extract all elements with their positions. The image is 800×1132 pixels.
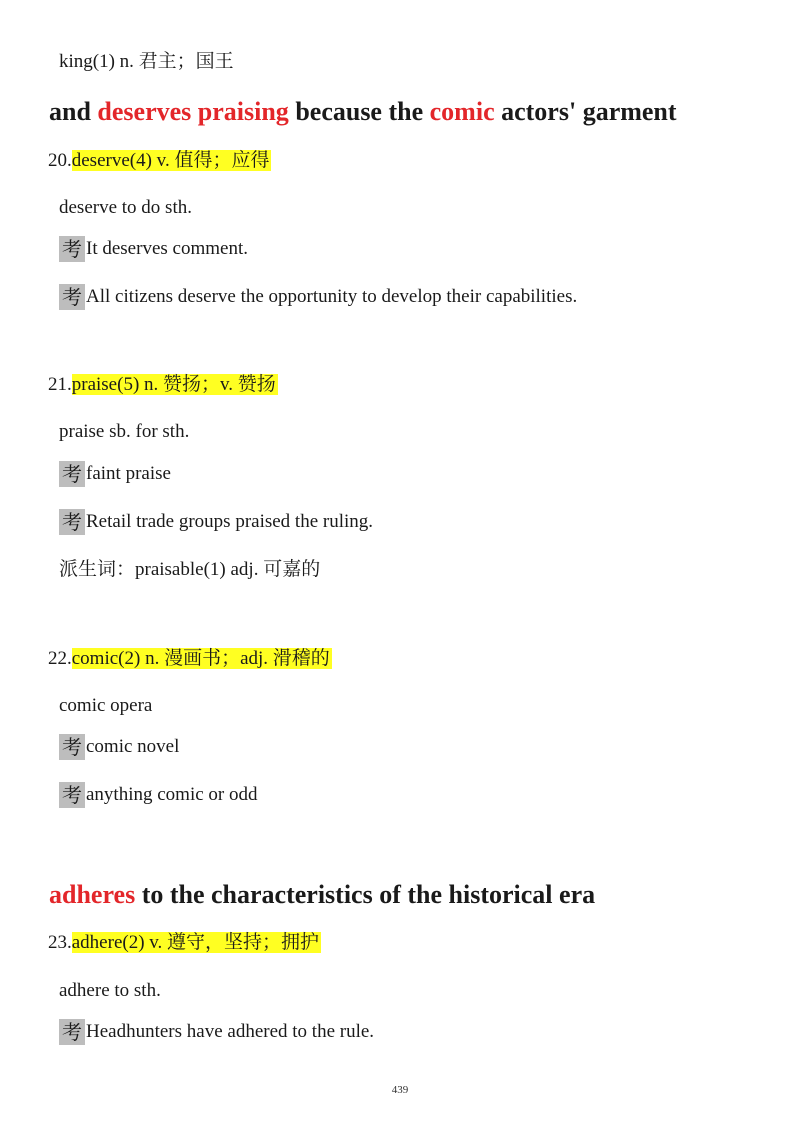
example-text: Retail trade groups praised the ruling.: [86, 511, 374, 532]
entry-number: 20.: [48, 150, 72, 171]
entry-number: 23.: [48, 932, 72, 953]
entry-23-headword: [48, 930, 321, 956]
entry-23-phrase: adhere to sth.: [59, 980, 161, 1001]
entry-21-example: [59, 461, 171, 487]
heading-keyword: comic: [429, 97, 495, 126]
entry-22-example: [59, 782, 258, 808]
example-text: It deserves comment.: [86, 238, 248, 259]
exam-marker-icon: 考: [59, 782, 85, 808]
exam-marker-icon: 考: [59, 1019, 85, 1045]
example-text: faint praise: [86, 463, 171, 484]
heading-keyword: adheres: [49, 880, 136, 909]
exam-marker-icon: 考: [59, 734, 85, 760]
top-line: king(1) n. 君主；国王: [59, 51, 234, 72]
entry-22-example: [59, 734, 179, 760]
entry-22-phrase: comic opera: [59, 695, 153, 716]
exam-marker-icon: 考: [59, 236, 85, 262]
headword-highlight: deserve(4) v. 值得；应得: [71, 150, 270, 171]
headword-highlight: comic(2) n. 漫画书；adj. 滑稽的: [71, 648, 330, 669]
entry-21-example: [59, 509, 373, 535]
entry-21-derivative: 派生词：praisable(1) adj. 可嘉的: [59, 559, 321, 580]
heading-text: actors' garment: [494, 97, 677, 126]
heading-text: because the: [288, 97, 430, 126]
heading-keyword: deserves praising: [97, 97, 289, 126]
entry-number: 21.: [48, 374, 72, 395]
headword-highlight: praise(5) n. 赞扬；v. 赞扬: [71, 374, 276, 395]
example-text: anything comic or odd: [86, 784, 258, 805]
entry-20-phrase: deserve to do sth.: [59, 197, 192, 218]
example-text: comic novel: [86, 736, 180, 757]
headword-highlight: adhere(2) v. 遵守，坚持；拥护: [71, 932, 320, 953]
entry-21-headword: [48, 372, 278, 398]
example-text: Headhunters have adhered to the rule.: [86, 1021, 375, 1042]
sentence-heading-2: [49, 880, 595, 910]
entry-23-example: [59, 1019, 374, 1045]
exam-marker-icon: 考: [59, 509, 85, 535]
example-text: All citizens deserve the opportunity to develop their capabilities.: [86, 286, 578, 307]
exam-marker-icon: 考: [59, 284, 85, 310]
entry-20-example: [59, 284, 577, 310]
entry-22-headword: [48, 646, 332, 672]
heading-text: and: [49, 97, 98, 126]
exam-marker-icon: 考: [59, 461, 85, 487]
entry-number: 22.: [48, 648, 72, 669]
page-number: 439: [391, 1084, 409, 1096]
entry-20-headword: [48, 148, 271, 174]
entry-20-example: [59, 236, 248, 262]
heading-text: to the characteristics of the historical era: [135, 880, 596, 909]
sentence-heading-1: [49, 97, 677, 127]
entry-21-phrase: praise sb. for sth.: [59, 421, 190, 442]
